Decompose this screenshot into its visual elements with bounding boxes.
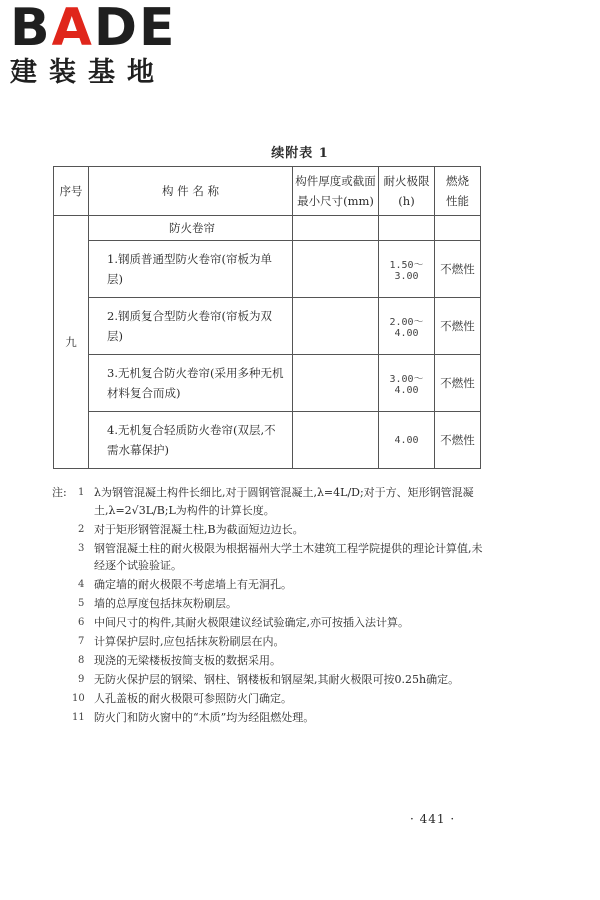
row-name: 3.无机复合防火卷帘(采用多种无机材料复合而成): [107, 366, 284, 400]
note-item: 4 确定墙的耐火极限不考虑墙上有无洞孔。: [78, 578, 292, 591]
header-combustibility: 燃烧 性能: [435, 167, 481, 216]
notes-section: [52, 484, 486, 728]
note-item: 10 人孔盖板的耐火极限可参照防火门确定。: [72, 692, 292, 705]
row-limit: 3.00～4.00: [379, 355, 435, 412]
note-item: 3 钢管混凝土柱的耐火极限为根据福州大学土木建筑工程学院提供的理论计算值,未经逐个试验验证。: [78, 541, 483, 572]
group-header-row: [54, 216, 481, 241]
row-name: 2.钢质复合型防火卷帘(帘板为双层): [107, 309, 272, 343]
table-row: [54, 298, 481, 355]
group-number: 九: [54, 216, 89, 469]
note-item: 5 墙的总厚度包括抹灰粉刷层。: [78, 597, 237, 610]
header-size: 构件厚度或截面 最小尺寸(mm): [293, 167, 379, 216]
header-limit: 耐火极限 (h): [379, 167, 435, 216]
header-no: 序号: [54, 167, 89, 216]
row-size: [293, 412, 379, 469]
row-size: [293, 355, 379, 412]
table-title: 续附表 1: [271, 146, 329, 161]
note-item: 11 防火门和防火窗中的“木质”均为经阻燃处理。: [72, 711, 315, 724]
row-size: [293, 241, 379, 298]
row-name: 1.钢质普通型防火卷帘(帘板为单层): [107, 252, 272, 286]
table-header-row: [54, 167, 481, 216]
note-item: 注: 1 λ为钢管混凝土构件长细比,对于圆钢管混凝土,λ=4L/D;对于方、矩形钢管混凝土,λ=2√3L/B;L为构件的计算长度。: [52, 486, 474, 517]
row-size: [293, 298, 379, 355]
row-name: 4.无机复合轻质防火卷帘(双层,不需水幕保护): [107, 423, 276, 457]
row-combustibility: 不燃性: [435, 355, 481, 412]
header-name: 构 件 名 称: [89, 167, 293, 216]
table-row: [54, 355, 481, 412]
logo-wordmark: BADE: [10, 0, 177, 58]
row-combustibility: 不燃性: [435, 298, 481, 355]
note-item: 6 中间尺寸的构件,其耐火极限建议经试验确定,亦可按插入法计算。: [78, 616, 409, 629]
row-combustibility: 不燃性: [435, 241, 481, 298]
row-combustibility: 不燃性: [435, 412, 481, 469]
note-item: 2 对于矩形钢管混凝土柱,B为截面短边边长。: [78, 522, 304, 536]
row-limit: 2.00～4.00: [379, 298, 435, 355]
table-row: [54, 412, 481, 469]
note-item: 8 现浇的无梁楼板按简支板的数据采用。: [78, 654, 281, 667]
fire-resistance-table: [53, 166, 481, 469]
logo-subtitle: 建装基地: [10, 57, 166, 88]
note-item: 9 无防火保护层的钢梁、钢柱、钢楼板和钢屋架,其耐火极限可按0.25h确定。: [78, 673, 460, 686]
group-title: 防火卷帘: [89, 216, 293, 241]
row-limit: 1.50～3.00: [379, 241, 435, 298]
bade-logo: [10, 2, 177, 90]
table-row: [54, 241, 481, 298]
note-item: 7 计算保护层时,应包括抹灰粉刷层在内。: [78, 635, 285, 648]
row-limit: 4.00: [379, 412, 435, 469]
page-number: · 441 ·: [410, 812, 456, 826]
notes-prefix: 注:: [52, 486, 67, 499]
